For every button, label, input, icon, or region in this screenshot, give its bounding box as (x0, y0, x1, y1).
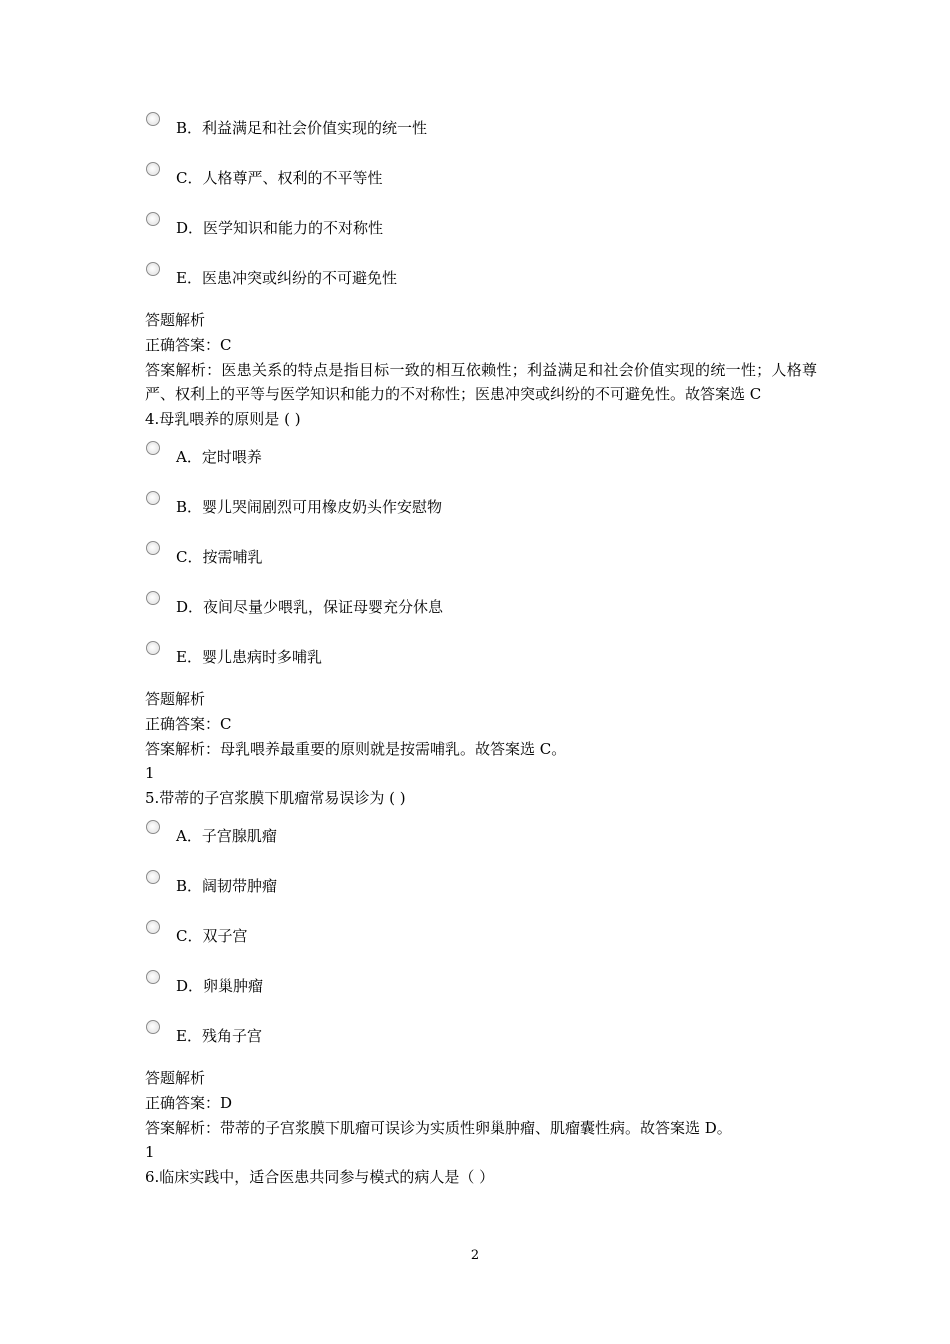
option-3d[interactable] (145, 208, 825, 258)
answer-explanation: 答案解析：带蒂的子宫浆膜下肌瘤可误诊为实质性卵巢肿瘤、肌瘤囊性病。故答案选 D。 (145, 1118, 732, 1137)
option-4a[interactable] (145, 437, 825, 487)
option-5c[interactable] (145, 916, 825, 966)
radio-button-icon[interactable] (146, 212, 160, 226)
option-4b[interactable] (145, 487, 825, 537)
option-label: A．定时喂养 (176, 447, 262, 466)
radio-button-icon[interactable] (146, 541, 160, 555)
option-label: E．残角子宫 (176, 1026, 262, 1045)
option-label: E．医患冲突或纠纷的不可避免性 (176, 269, 397, 287)
radio-button-icon[interactable] (146, 820, 160, 834)
option-4e[interactable] (145, 637, 825, 687)
radio-button-icon[interactable] (146, 112, 160, 126)
analysis-title: 答题解析 (145, 689, 206, 708)
radio-button-icon[interactable] (146, 970, 160, 984)
radio-button-icon[interactable] (146, 641, 160, 655)
correct-answer: 正确答案：C (145, 714, 232, 733)
option-5a[interactable] (145, 816, 825, 866)
answer-explanation: 答案解析：母乳喂养最重要的原则就是按需哺乳。故答案选 C。 (145, 739, 567, 758)
radio-button-icon[interactable] (146, 1020, 160, 1034)
option-label: B．利益满足和社会价值实现的统一性 (176, 119, 428, 137)
option-label: D．卵巢肿瘤 (176, 976, 264, 995)
option-label: B．阔韧带肿瘤 (176, 876, 278, 895)
option-label: D．医学知识和能力的不对称性 (176, 219, 384, 237)
page-number: 2 (470, 1248, 480, 1263)
correct-answer: 正确答案：C (145, 335, 232, 354)
question-3-options (145, 108, 825, 308)
question-score: 1 (145, 1143, 155, 1162)
option-5d[interactable] (145, 966, 825, 1016)
option-label: A．子宫腺肌瘤 (176, 826, 277, 845)
option-label: E．婴儿患病时多哺乳 (176, 647, 322, 666)
radio-button-icon[interactable] (146, 491, 160, 505)
option-4d[interactable] (145, 587, 825, 637)
radio-button-icon[interactable] (146, 870, 160, 884)
option-3e[interactable] (145, 258, 825, 308)
answer-explanation: 答案解析：医患关系的特点是指目标一致的相互依赖性；利益满足和社会价值实现的统一性；人格尊严、权利上的平等与医学知识和能力的不对称性；医患冲突或纠纷的不可避免性。故答案选 C (145, 360, 817, 404)
option-4c[interactable] (145, 537, 825, 587)
radio-button-icon[interactable] (146, 162, 160, 176)
radio-button-icon[interactable] (146, 441, 160, 455)
option-label: C．人格尊严、权利的不平等性 (176, 169, 383, 187)
radio-button-icon[interactable] (146, 262, 160, 276)
option-3c[interactable] (145, 158, 825, 208)
question-5-options (145, 816, 825, 1066)
question-4-options (145, 437, 825, 687)
option-5e[interactable] (145, 1016, 825, 1066)
question-4-text: 4.母乳喂养的原则是 ( ) (145, 410, 301, 429)
analysis-title: 答题解析 (145, 311, 206, 329)
option-label: D．夜间尽量少喂乳，保证母婴充分休息 (176, 597, 444, 616)
radio-button-icon[interactable] (146, 591, 160, 605)
option-label: B．婴儿哭闹剧烈可用橡皮奶头作安慰物 (176, 497, 443, 516)
document-page (145, 108, 825, 1190)
option-label: C．双子宫 (176, 926, 248, 945)
option-label: C．按需哺乳 (176, 547, 263, 566)
analysis-title: 答题解析 (145, 1068, 206, 1087)
question-5-text: 5.带蒂的子宫浆膜下肌瘤常易误诊为 ( ) (145, 789, 406, 808)
radio-button-icon[interactable] (146, 920, 160, 934)
correct-answer: 正确答案：D (145, 1093, 233, 1112)
option-3b[interactable] (145, 108, 825, 158)
question-score: 1 (145, 764, 155, 783)
option-5b[interactable] (145, 866, 825, 916)
question-6-text: 6.临床实践中，适合医患共同参与模式的病人是（ ） (145, 1168, 495, 1187)
